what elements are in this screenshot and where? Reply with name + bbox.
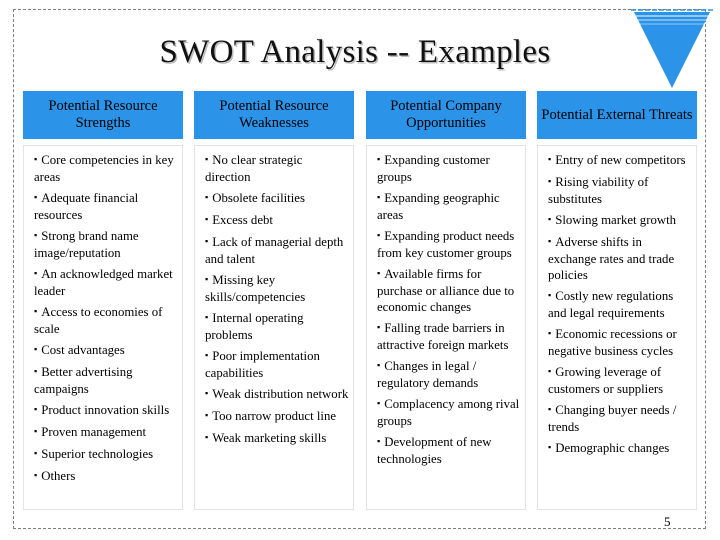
bullet-icon: ▪: [205, 410, 209, 420]
list-item: [205, 272, 349, 305]
bullet-icon: ▪: [205, 350, 209, 360]
list-item: [377, 266, 521, 315]
list-item-text: Adequate financial resources: [34, 191, 139, 222]
bullet-icon: ▪: [205, 388, 209, 398]
list-item: [205, 386, 349, 403]
list-item-text: Rising viability of substitutes: [548, 175, 649, 206]
list-item-text: Entry of new competitors: [555, 153, 686, 167]
bullet-icon: ▪: [548, 366, 552, 376]
list-item: [34, 304, 178, 337]
column-header-weaknesses: Potential Resource Weaknesses: [194, 91, 354, 139]
bullet-icon: ▪: [377, 436, 381, 446]
column-header-threats: Potential External Threats: [537, 91, 697, 139]
bullet-icon: ▪: [205, 432, 209, 442]
list-item-text: Excess debt: [212, 213, 273, 227]
bullet-list: [205, 152, 349, 447]
list-item-text: Changing buyer needs / trends: [548, 403, 677, 434]
bullet-icon: ▪: [205, 274, 209, 284]
bullet-icon: ▪: [377, 192, 381, 202]
list-item-text: Proven management: [41, 425, 147, 439]
bullet-icon: ▪: [205, 312, 209, 322]
bullet-icon: ▪: [34, 448, 38, 458]
list-item: [377, 228, 521, 261]
list-item-text: Adverse shifts in exchange rates and trade policies: [548, 235, 675, 282]
list-item-text: Weak distribution network: [212, 387, 349, 401]
list-item: [34, 266, 178, 299]
list-item-text: Missing key skills/competencies: [205, 273, 306, 304]
bullet-icon: ▪: [377, 230, 381, 240]
bullet-icon: ▪: [34, 470, 38, 480]
list-item: [548, 440, 692, 457]
column-header-opportunities: Potential Company Opportunities: [366, 91, 526, 139]
list-item: [205, 430, 349, 447]
bullet-icon: ▪: [34, 154, 38, 164]
list-item-text: Obsolete facilities: [212, 191, 305, 205]
list-item-text: Access to economies of scale: [34, 305, 163, 336]
column-body-weaknesses: [194, 145, 354, 510]
bullet-icon: ▪: [34, 426, 38, 436]
column-body-opportunities: [366, 145, 526, 510]
list-item: [377, 320, 521, 353]
bullet-icon: ▪: [548, 214, 552, 224]
bullet-icon: ▪: [548, 442, 552, 452]
bullet-icon: ▪: [548, 404, 552, 414]
list-item-text: Too narrow product line: [212, 409, 337, 423]
list-item: [34, 364, 178, 397]
column-body-strengths: [23, 145, 183, 510]
list-item: [548, 152, 692, 169]
page-number: 5: [664, 514, 671, 529]
list-item-text: Development of new technologies: [377, 435, 492, 466]
bullet-list: [377, 152, 521, 467]
column-header-strengths: Potential Resource Strengths: [23, 91, 183, 139]
list-item-text: An acknowledged market leader: [34, 267, 173, 298]
bullet-icon: ▪: [34, 268, 38, 278]
list-item: [34, 152, 178, 185]
list-item-text: Others: [41, 469, 76, 483]
list-item-text: Slowing market growth: [555, 213, 677, 227]
bullet-icon: ▪: [205, 192, 209, 202]
list-item: [34, 468, 178, 485]
list-item: [377, 358, 521, 391]
list-item: [34, 228, 178, 261]
list-item-text: Poor implementation capabilities: [205, 349, 320, 380]
list-item-text: Cost advantages: [41, 343, 125, 357]
bullet-icon: ▪: [548, 154, 552, 164]
list-item-text: Changes in legal / regulatory demands: [377, 359, 479, 390]
bullet-icon: ▪: [34, 306, 38, 316]
bullet-icon: ▪: [548, 290, 552, 300]
list-item: [34, 446, 178, 463]
list-item: [205, 310, 349, 343]
list-item-text: Core competencies in key areas: [34, 153, 174, 184]
list-item: [205, 152, 349, 185]
bullet-icon: ▪: [34, 192, 38, 202]
list-item-text: Product innovation skills: [41, 403, 170, 417]
bullet-icon: ▪: [548, 328, 552, 338]
list-item-text: Expanding product needs from key customer groups: [377, 229, 515, 260]
list-item: [205, 190, 349, 207]
list-item-text: Economic recessions or negative business cycles: [548, 327, 677, 358]
bullet-icon: ▪: [205, 154, 209, 164]
list-item: [205, 408, 349, 425]
bullet-icon: ▪: [34, 404, 38, 414]
column-body-threats: [537, 145, 697, 510]
list-item-text: Lack of managerial depth and talent: [205, 235, 344, 266]
list-item-text: Strong brand name image/reputation: [34, 229, 139, 260]
bullet-list: [548, 152, 692, 457]
list-item-text: Better advertising campaigns: [34, 365, 133, 396]
bullet-icon: ▪: [205, 236, 209, 246]
bullet-icon: ▪: [548, 176, 552, 186]
list-item-text: Costly new regulations and legal requirements: [548, 289, 674, 320]
bullet-icon: ▪: [205, 214, 209, 224]
list-item: [205, 348, 349, 381]
list-item: [548, 326, 692, 359]
list-item: [548, 234, 692, 283]
slide-title: SWOT Analysis -- Examples: [159, 34, 551, 70]
list-item-text: Superior technologies: [41, 447, 154, 461]
list-item: [34, 402, 178, 419]
bullet-icon: ▪: [377, 398, 381, 408]
list-item: [205, 212, 349, 229]
list-item-text: Falling trade barriers in attractive foreign markets: [377, 321, 509, 352]
list-item: [34, 190, 178, 223]
bullet-icon: ▪: [377, 360, 381, 370]
list-item-text: Available firms for purchase or alliance due to economic changes: [377, 267, 515, 314]
list-item: [548, 174, 692, 207]
list-item-text: Expanding geographic areas: [377, 191, 500, 222]
bullet-icon: ▪: [377, 154, 381, 164]
list-item: [548, 288, 692, 321]
list-item-text: Complacency among rival groups: [377, 397, 520, 428]
list-item: [205, 234, 349, 267]
list-item: [548, 364, 692, 397]
list-item: [34, 424, 178, 441]
list-item: [548, 212, 692, 229]
list-item: [377, 434, 521, 467]
list-item-text: Internal operating problems: [205, 311, 304, 342]
bullet-icon: ▪: [34, 344, 38, 354]
list-item: [377, 190, 521, 223]
list-item: [377, 396, 521, 429]
list-item-text: Demographic changes: [555, 441, 670, 455]
bullet-icon: ▪: [377, 268, 381, 278]
list-item-text: Growing leverage of customers or suppliers: [548, 365, 664, 396]
list-item-text: Weak marketing skills: [212, 431, 327, 445]
bullet-icon: ▪: [34, 230, 38, 240]
bullet-list: [34, 152, 178, 485]
bullet-icon: ▪: [377, 322, 381, 332]
list-item-text: Expanding customer groups: [377, 153, 490, 184]
list-item-text: No clear strategic direction: [205, 153, 303, 184]
list-item: [34, 342, 178, 359]
list-item: [548, 402, 692, 435]
bullet-icon: ▪: [548, 236, 552, 246]
list-item: [377, 152, 521, 185]
bullet-icon: ▪: [34, 366, 38, 376]
